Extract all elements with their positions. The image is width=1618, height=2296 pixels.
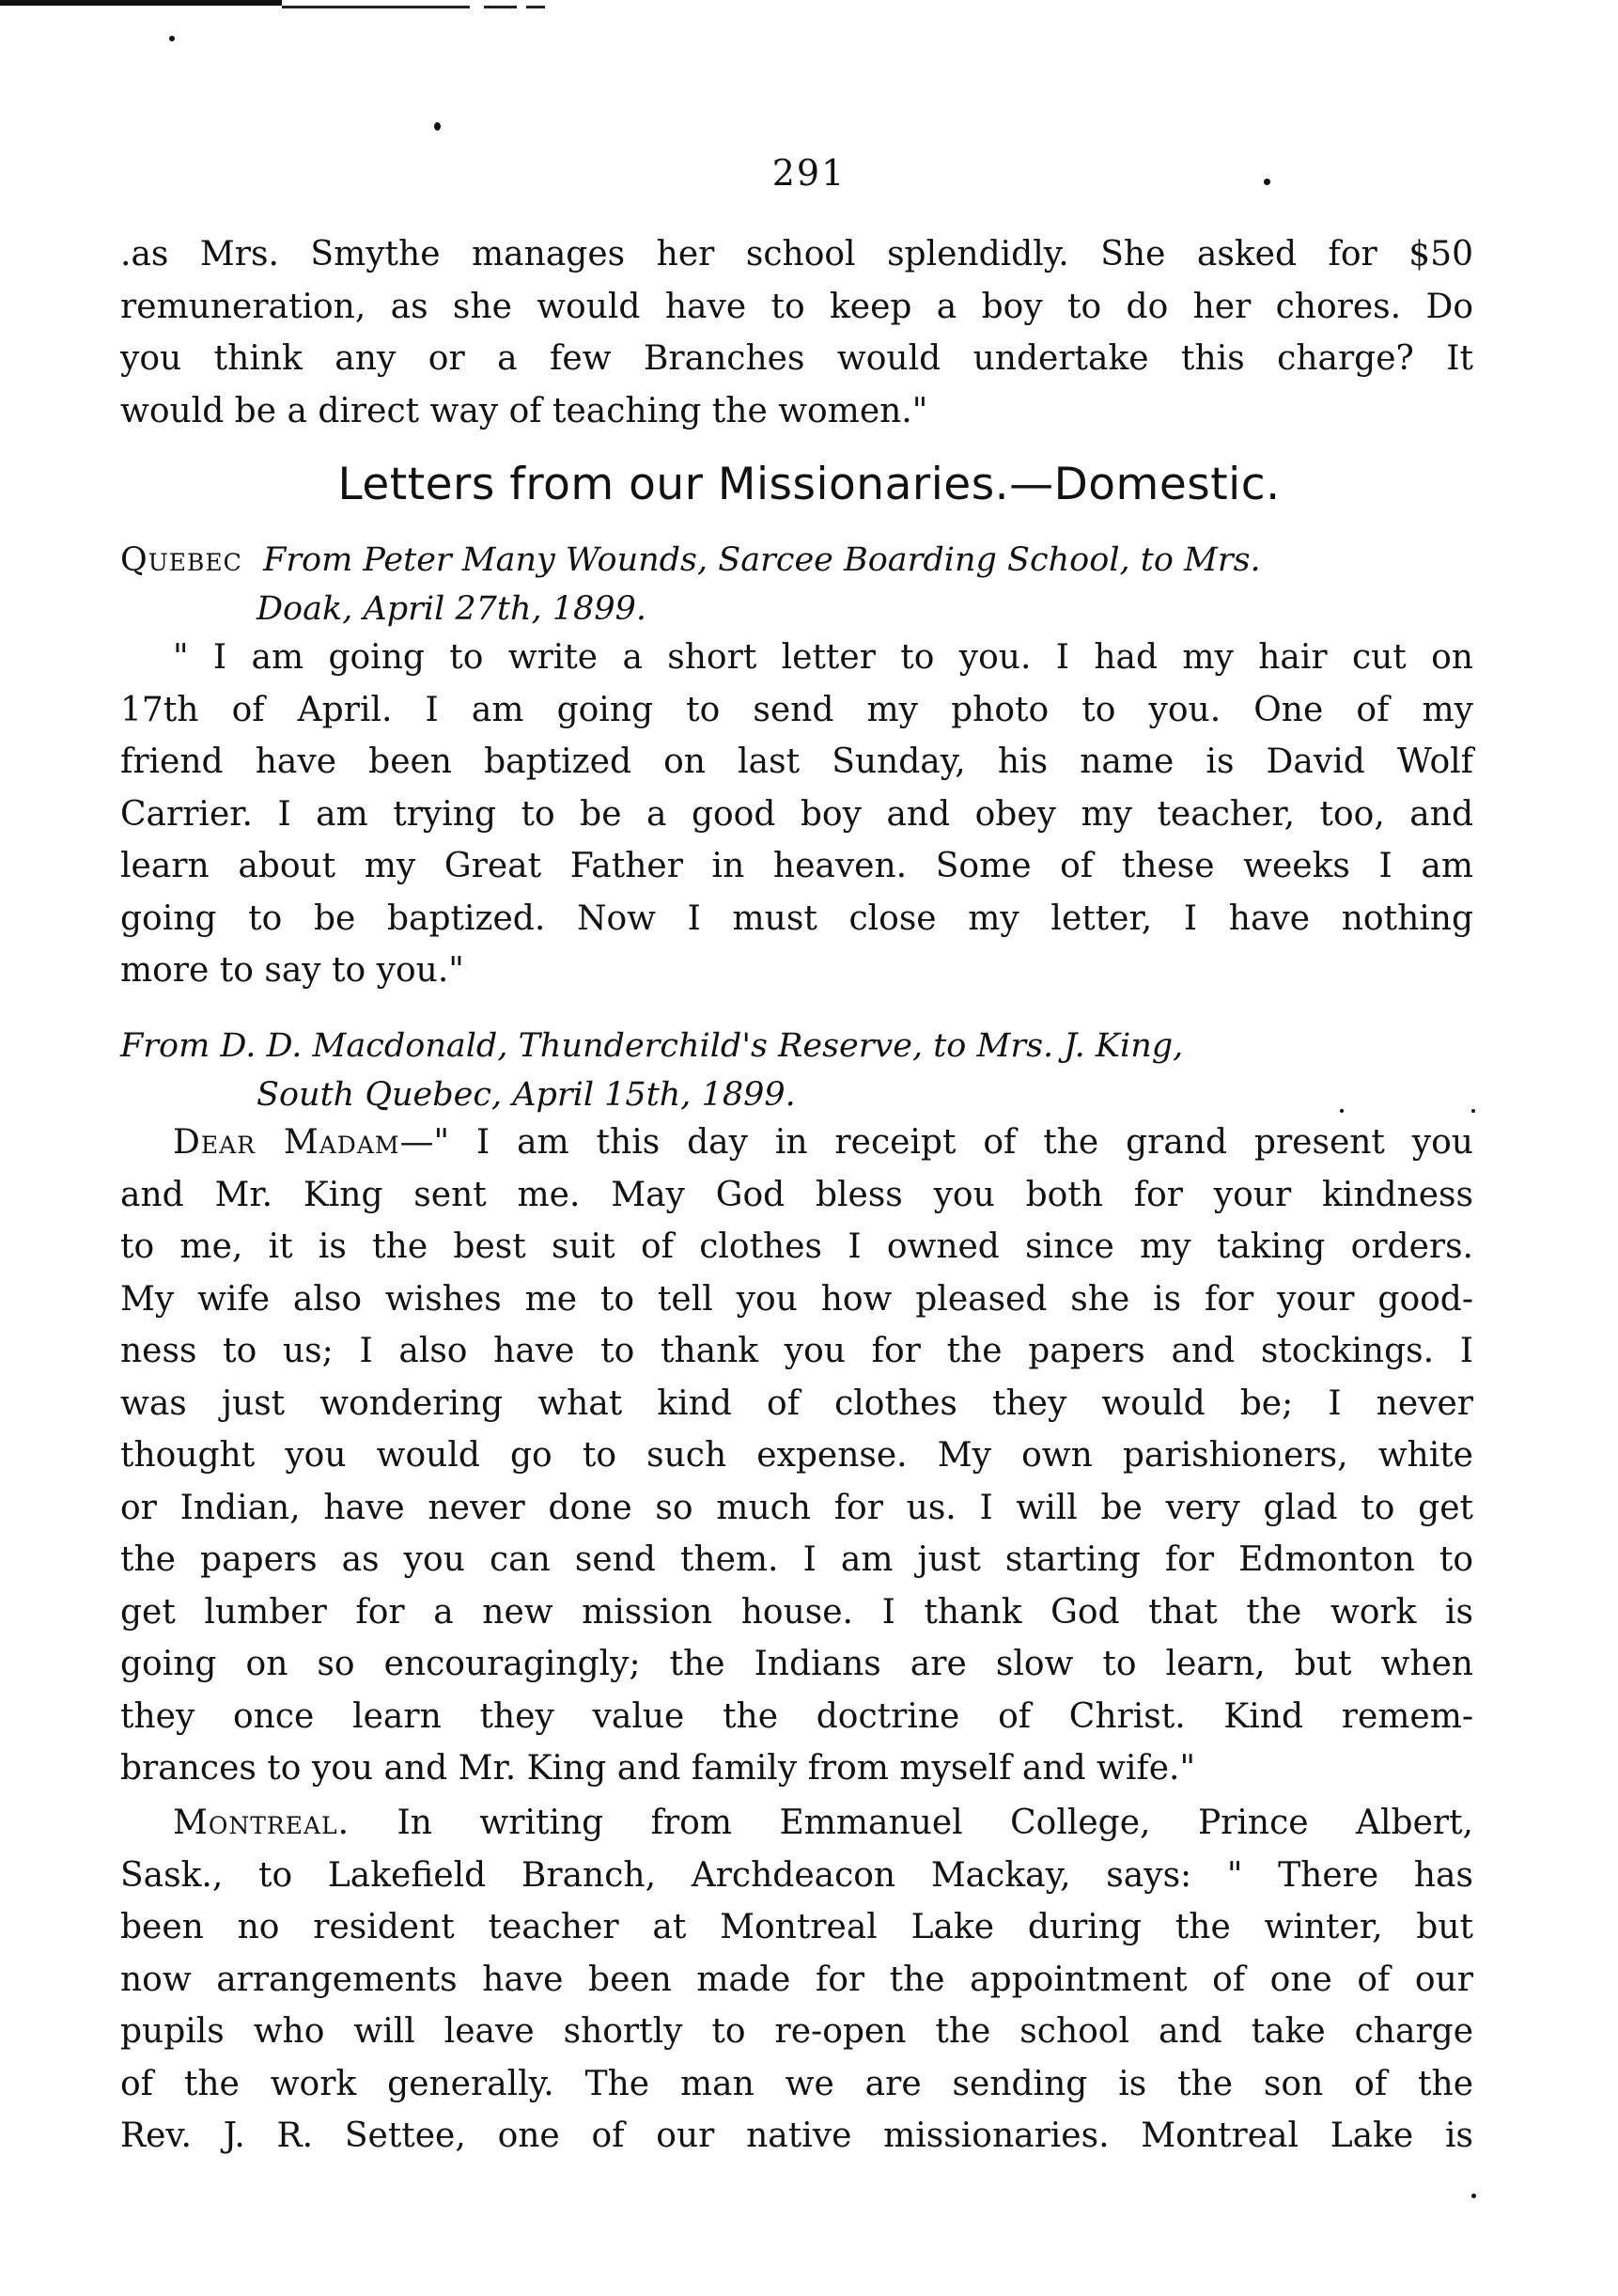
- letter-1-source: [120, 536, 1473, 633]
- text-line: Carrier. I am trying to be a good boy and obey my teacher, too, and: [120, 794, 1473, 834]
- text-line: been no resident teacher at Montreal Lake during the winter, but: [120, 1908, 1473, 1946]
- source-line: Doak, April 27th, 1899.: [257, 590, 646, 628]
- text-line: My wife also wishes me to tell you how pleased she is for your good-: [120, 1279, 1473, 1319]
- text-line: brances to you and Mr. King and family from myself and wife.": [120, 1749, 1196, 1788]
- text-fragment: In writing from Emmanuel College, Prince Albert,: [350, 1804, 1473, 1842]
- text-line: remuneration, as she would have to keep a boy to do her chores. Do: [120, 287, 1473, 326]
- salutation: Dear Madam: [173, 1123, 400, 1162]
- text-line: learn about my Great Father in heaven. Some of these weeks I am: [120, 847, 1473, 885]
- text-line: of the work generally. The man we are sending is the son of the: [120, 2064, 1473, 2103]
- place-label: Quebec: [120, 541, 242, 579]
- scan-speck: [434, 122, 441, 131]
- scan-speck: [1471, 2194, 1476, 2198]
- text-line: now arrangements have been made for the appointment of one of our: [120, 1960, 1473, 1999]
- text-line: or Indian, have never done so much for us. I will be very glad to get: [120, 1488, 1473, 1527]
- text-line: Sask., to Lakefield Branch, Archdeacon Mackay, says: " There has: [120, 1855, 1473, 1895]
- text-fragment: —" I am this day in receipt of the grand present you: [399, 1123, 1473, 1162]
- text-line: was just wondering what kind of clothes they would be; I never: [120, 1383, 1473, 1423]
- text-line: you think any or a few Branches would undertake this charge? It: [120, 339, 1473, 378]
- intro-paragraph: [120, 228, 1473, 437]
- top-border-rule: [484, 6, 517, 8]
- text-line: [120, 1797, 1473, 1850]
- place-label: Montreal.: [173, 1804, 350, 1842]
- text-line: would be a direct way of teaching the women.": [120, 391, 928, 430]
- text-line: [120, 1117, 1473, 1169]
- text-line: they once learn they value the doctrine of Christ. Kind remem-: [120, 1696, 1473, 1736]
- text-line: .as Mrs. Smythe manages her school splendidly. She asked for $50: [120, 235, 1473, 273]
- text-line: ness to us; I also have to thank you for the papers and stockings. I: [120, 1332, 1473, 1370]
- text-line: friend have been baptized on last Sunday, his name is David Wolf: [120, 742, 1473, 781]
- text-line: thought you would go to such expense. My own parishioners, white: [120, 1436, 1473, 1475]
- text-line: to me, it is the best suit of clothes I owned since my taking orders.: [120, 1227, 1473, 1266]
- text-line: more to say to you.": [120, 951, 464, 990]
- letter-2-body: [120, 1117, 1473, 1795]
- text-line: " I am going to write a short letter to you. I had my hair cut on: [173, 638, 1473, 677]
- text-line: going on so encouragingly; the Indians are slow to learn, but when: [120, 1645, 1473, 1683]
- letter-3-body: [120, 1797, 1473, 2163]
- top-border-rule: [526, 6, 545, 8]
- text-line: the papers as you can send them. I am just starting for Edmonton to: [120, 1540, 1473, 1579]
- scan-speck: [169, 36, 175, 41]
- text-line: going to be baptized. Now I must close my letter, I have nothing: [120, 898, 1473, 938]
- source-line: From D. D. Macdonald, Thunderchild's Reserve, to Mrs. J. King,: [120, 1027, 1184, 1065]
- text-line: get lumber for a new mission house. I thank God that the work is: [120, 1592, 1473, 1632]
- source-line: From Peter Many Wounds, Sarcee Boarding School, to Mrs.: [263, 541, 1261, 579]
- text-line: pupils who will leave shortly to re-open the school and take charge: [120, 2012, 1473, 2051]
- text-line: Rev. J. R. Settee, one of our native missionaries. Montreal Lake is: [120, 2116, 1473, 2155]
- text-line: and Mr. King sent me. May God bless you both for your kindness: [120, 1175, 1473, 1214]
- letter-1-body: [120, 632, 1473, 997]
- section-heading: Letters from our Missionaries.—Domestic.: [337, 459, 1281, 510]
- page-number: 291: [771, 152, 847, 194]
- top-border-rule: [0, 0, 282, 6]
- top-border-rule: [282, 6, 470, 8]
- letter-2-source: [120, 1022, 1473, 1119]
- source-line: South Quebec, April 15th, 1899.: [257, 1076, 796, 1114]
- text-line: 17th of April. I am going to send my photo to you. One of my: [120, 690, 1473, 729]
